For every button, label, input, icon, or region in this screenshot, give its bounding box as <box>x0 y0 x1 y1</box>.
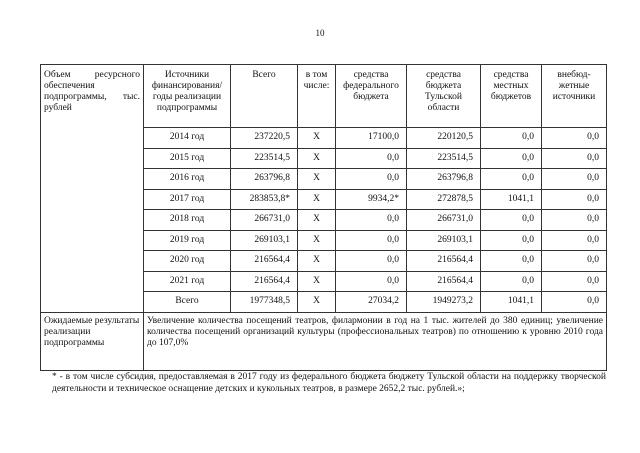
row-extrabudgetary: 0,0 <box>542 292 607 313</box>
table-header-row <box>41 65 607 128</box>
row-including: Х <box>298 251 336 272</box>
page-number: 10 <box>315 28 325 38</box>
row-federal: 17100,0 <box>336 128 407 149</box>
row-extrabudgetary: 0,0 <box>542 251 607 272</box>
row-extrabudgetary: 0,0 <box>542 128 607 149</box>
row-including: Х <box>298 292 336 313</box>
row-year: 2014 год <box>144 128 231 149</box>
row-regional: 269103,1 <box>407 230 481 251</box>
resource-table <box>40 64 607 371</box>
row-total: 216564,4 <box>231 271 298 292</box>
row-extrabudgetary: 0,0 <box>542 271 607 292</box>
row-year: 2015 год <box>144 148 231 169</box>
row-including: Х <box>298 210 336 231</box>
row-local: 1041,1 <box>481 189 542 210</box>
row-total: 269103,1 <box>231 230 298 251</box>
header-extrabudgetary: внебюд-жетные источники <box>542 65 607 128</box>
row-local: 0,0 <box>481 169 542 190</box>
row-year: 2020 год <box>144 251 231 272</box>
row-including: Х <box>298 148 336 169</box>
row-total: 263796,8 <box>231 169 298 190</box>
row-including: Х <box>298 271 336 292</box>
row-regional: 223514,5 <box>407 148 481 169</box>
row-year: 2019 год <box>144 230 231 251</box>
footnote: * - в том числе субсидия, предоставляемая в 2017 году из федерального бюджета бюджету Тульской области на поддержку творческой деятельности и техническое оснащение детских и кукольных театров, в размере 2652,2 тыс. рублей.»; <box>52 372 606 394</box>
row-federal: 0,0 <box>336 251 407 272</box>
row-year: Всего <box>144 292 231 313</box>
row-extrabudgetary: 0,0 <box>542 230 607 251</box>
row-federal: 27034,2 <box>336 292 407 313</box>
row-local: 0,0 <box>481 148 542 169</box>
row-total: 1977348,5 <box>231 292 298 313</box>
row-year: 2021 год <box>144 271 231 292</box>
row-including: Х <box>298 169 336 190</box>
row-local: 1041,1 <box>481 292 542 313</box>
row-total: 223514,5 <box>231 148 298 169</box>
row-local: 0,0 <box>481 128 542 149</box>
row-regional: 1949273,2 <box>407 292 481 313</box>
row-federal: 0,0 <box>336 169 407 190</box>
row-regional: 220120,5 <box>407 128 481 149</box>
expected-results-text: Увеличение количества посещений театров, филармонии в год на 1 тыс. жителей до 380 единиц; увеличение количества посещений организаций культуры (профессиональных театров) по отношению к уровню 2010 года до 107,0% <box>144 312 607 370</box>
row-extrabudgetary: 0,0 <box>542 189 607 210</box>
row-federal: 0,0 <box>336 148 407 169</box>
header-regional: средства бюджета Тульской области <box>407 65 481 128</box>
row-including: Х <box>298 189 336 210</box>
row-local: 0,0 <box>481 230 542 251</box>
row-regional: 266731,0 <box>407 210 481 231</box>
row-total: 237220,5 <box>231 128 298 149</box>
header-local: средства местных бюджетов <box>481 65 542 128</box>
row-local: 0,0 <box>481 210 542 231</box>
row-extrabudgetary: 0,0 <box>542 169 607 190</box>
row-extrabudgetary: 0,0 <box>542 148 607 169</box>
row-regional: 216564,4 <box>407 271 481 292</box>
row-local: 0,0 <box>481 271 542 292</box>
row-year: 2017 год <box>144 189 231 210</box>
row-total: 216564,4 <box>231 251 298 272</box>
row-federal: 0,0 <box>336 271 407 292</box>
row-including: Х <box>298 128 336 149</box>
row-total: 283853,8* <box>231 189 298 210</box>
row-federal: 0,0 <box>336 210 407 231</box>
row-regional: 272878,5 <box>407 189 481 210</box>
row-regional: 263796,8 <box>407 169 481 190</box>
row-extrabudgetary: 0,0 <box>542 210 607 231</box>
row-year: 2016 год <box>144 169 231 190</box>
header-including: в том числе: <box>298 65 336 128</box>
row-year: 2018 год <box>144 210 231 231</box>
row-regional: 216564,4 <box>407 251 481 272</box>
row-local: 0,0 <box>481 251 542 272</box>
row-federal: 9934,2* <box>336 189 407 210</box>
row-federal: 0,0 <box>336 230 407 251</box>
header-federal: средства федерального бюджета <box>336 65 407 128</box>
row-total: 266731,0 <box>231 210 298 231</box>
header-sources: Источники финансирования/ годы реализации подпрограммы <box>144 65 231 128</box>
row-including: Х <box>298 230 336 251</box>
expected-results-label: Ожидаемые результаты реализации подпрограммы <box>41 312 144 370</box>
resource-label: Объем ресурсного обеспечения подпрограммы, тыс. рублей <box>41 65 144 313</box>
expected-results-row <box>41 312 607 370</box>
header-total: Всего <box>231 65 298 128</box>
